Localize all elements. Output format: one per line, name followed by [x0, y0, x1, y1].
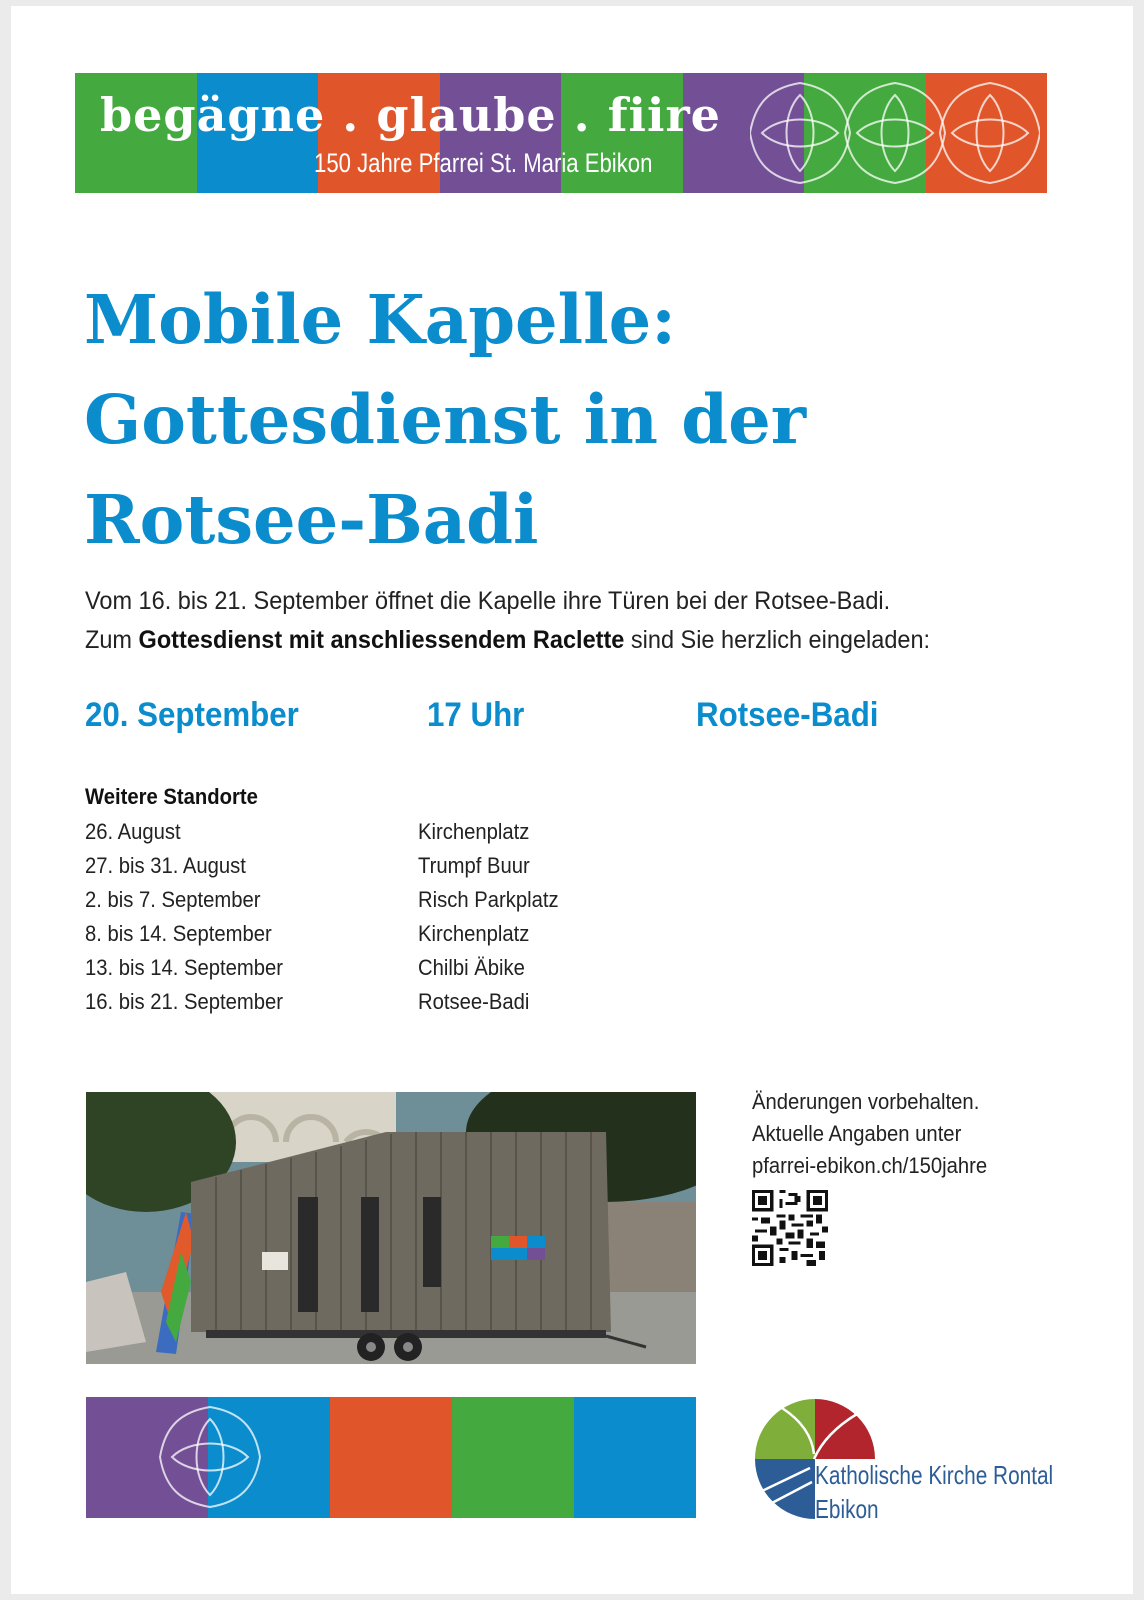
list-item	[85, 951, 645, 985]
motto-dot-1: .	[325, 88, 377, 142]
title-line-1: Mobile Kapelle:	[84, 280, 676, 359]
intro-line-1: Vom 16. bis 21. September öffnet die Kapelle ihre Türen bei der Rotsee-Badi.	[85, 587, 891, 615]
title-line-2: Gottesdienst in der	[84, 380, 807, 459]
footer-ornament-icon	[148, 1397, 272, 1518]
location-date: 16. bis 21. September	[85, 989, 284, 1014]
changes-note	[752, 1086, 987, 1182]
event-time: 17 Uhr	[427, 696, 525, 734]
motto-word-3: fiire	[607, 88, 721, 142]
note-line-1: Änderungen vorbehalten.	[752, 1089, 980, 1114]
location-place: Trumpf Buur	[418, 853, 530, 878]
note-line-2: Aktuelle Angaben unter	[752, 1121, 962, 1146]
banner-ornament-icon	[750, 73, 1040, 193]
locations-list	[85, 815, 645, 1019]
location-date: 27. bis 31. August	[85, 853, 246, 878]
qr-code-icon[interactable]	[752, 1190, 828, 1266]
title-line-3: Rotsee-Badi	[84, 480, 539, 559]
location-date: 26. August	[85, 819, 181, 844]
location-place: Chilbi Äbike	[418, 955, 525, 980]
intro-line-2	[85, 621, 987, 660]
location-date: 8. bis 14. September	[85, 921, 272, 946]
location-date: 13. bis 14. September	[85, 955, 284, 980]
intro-line-2-pre: Zum	[85, 626, 139, 654]
footer-segment-orange	[330, 1397, 452, 1518]
list-item	[85, 815, 645, 849]
event-date: 20. September	[85, 696, 299, 734]
list-item	[85, 849, 645, 883]
motto-word-2: glaube	[376, 88, 557, 142]
motto-word-1: begägne	[100, 88, 326, 142]
note-url-link[interactable]: pfarrei-ebikon.ch/150jahre	[752, 1153, 988, 1178]
locations-heading: Weitere Standorte	[85, 784, 258, 809]
list-item	[85, 917, 645, 951]
intro-text	[85, 582, 987, 660]
banner-subtitle: 150 Jahre Pfarrei St. Maria Ebikon	[314, 148, 653, 178]
mobile-chapel-photo	[86, 1092, 696, 1364]
intro-line-2-post: sind Sie herzlich eingeladen:	[624, 626, 931, 654]
location-place: Kirchenplatz	[418, 819, 530, 844]
list-item	[85, 985, 645, 1019]
banner-motto	[100, 88, 721, 142]
footer-segment-blue-2	[574, 1397, 696, 1518]
intro-line-2-bold: Gottesdienst mit anschliessendem Raclette	[138, 626, 625, 654]
location-place: Rotsee-Badi	[418, 989, 530, 1014]
page-title	[84, 270, 984, 570]
location-place: Risch Parkplatz	[418, 887, 559, 912]
list-item	[85, 883, 645, 917]
event-place: Rotsee-Badi	[696, 696, 879, 734]
location-date: 2. bis 7. September	[85, 887, 261, 912]
logo-text-line-2: Ebikon	[815, 1494, 879, 1524]
location-place: Kirchenplatz	[418, 921, 530, 946]
motto-dot-2: .	[556, 88, 608, 142]
footer-segment-green	[452, 1397, 574, 1518]
logo-text-line-1: Katholische Kirche Rontal	[815, 1460, 1054, 1490]
